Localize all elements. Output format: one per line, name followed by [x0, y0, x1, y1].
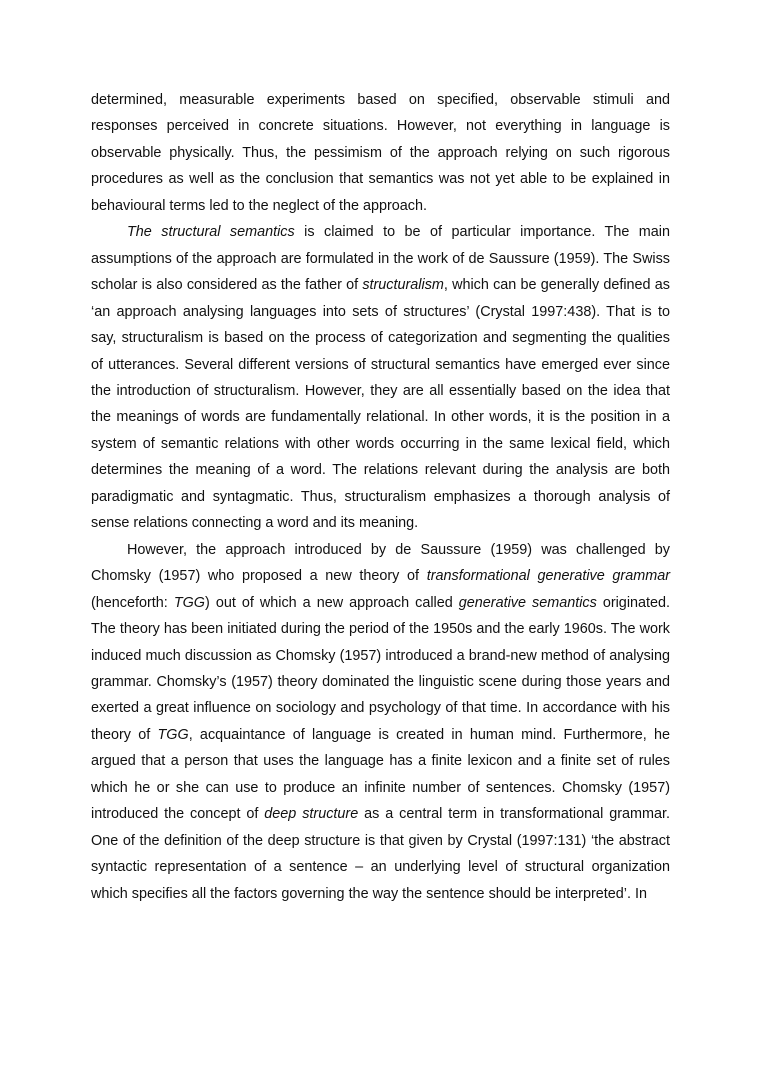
italic-term-tgg-full: transformational generative grammar: [426, 568, 670, 585]
paragraph-1: [91, 87, 670, 219]
paragraph-3-text-0: However, the approach introduced by de Saussure (1959) was challenged by Chomsky (1957) who proposed a new theory of: [91, 541, 670, 585]
paragraph-1-text: determined, measurable experiments based on specified, observable stimuli and responses perceived in concrete situations. However, not everything in language is observable physically. Thus, the pessimism of the approach relying on such rigorous procedures as well as the conclusion that semantics was not yet able to be explained in behavioural terms led to the neglect of the approach.: [91, 92, 670, 214]
paragraph-2-text-2: , which can be generally defined as ‘an approach analysing languages into sets of structures’ (Crystal 1997:438). That is to say, structuralism is based on the process of categorization and segmenting the qualities of utterances. Several different versions of structural semantics have emerged ever since the introduction of structuralism. However, they are all essentially based on the idea that the meanings of words are fundamentally relational. In other words, it is the position in a system of semantic relations with other words occurring in the same lexical field, which determines the meaning of a word. The relations relevant during the analysis are both paradigmatic and syntagmatic. Thus, structuralism emphasizes a thorough analysis of sense relations connecting a word and its meaning.: [91, 277, 670, 532]
paragraph-2: [91, 219, 670, 536]
italic-term-generative-semantics: generative semantics: [458, 594, 597, 611]
paragraph-3-text-1: (henceforth:: [91, 594, 174, 611]
paragraph-3-text-4: , acquaintance of language is created in human mind. Furthermore, he argued that a person that uses the language has a finite lexicon and a finite set of rules which he or she can use to produce an infinite number of sentences. Chomsky (1957) introduced the concept of: [91, 726, 670, 823]
italic-term-tgg-2: TGG: [157, 726, 189, 743]
paragraph-3-text-2: ) out of which a new approach called: [205, 594, 459, 611]
paragraph-3-text-5: as a central term in transformational grammar. One of the definition of the deep structure is that given by Crystal (1997:131) ‘the abstract syntactic representation of a sentence – an underlying level of structural organization which specifies all the factors governing the way the sentence should be interpreted’. In: [91, 806, 670, 902]
paragraph-2-text-1: is claimed to be of particular importance. The main assumptions of the approach are formulated in the work of de Saussure (1959). The Swiss scholar is also considered as the father of: [91, 224, 670, 294]
italic-term-structuralism: structuralism: [362, 277, 444, 294]
italic-term-tgg: TGG: [173, 594, 206, 611]
italic-term-deep-structure: deep structure: [264, 806, 359, 823]
document-page: [91, 87, 670, 907]
italic-term-structural-semantics: The structural semantics: [127, 224, 295, 241]
paragraph-3: [91, 537, 670, 907]
paragraph-3-text-3: originated. The theory has been initiated during the period of the 1950s and the early 1960s. The work induced much discussion as Chomsky (1957) introduced a brand-new method of analysing grammar. Chomsky’s (1957) theory dominated the linguistic scene during those years and exerted a great influence on sociology and psychology of that time. In accordance with his theory of: [91, 594, 671, 743]
